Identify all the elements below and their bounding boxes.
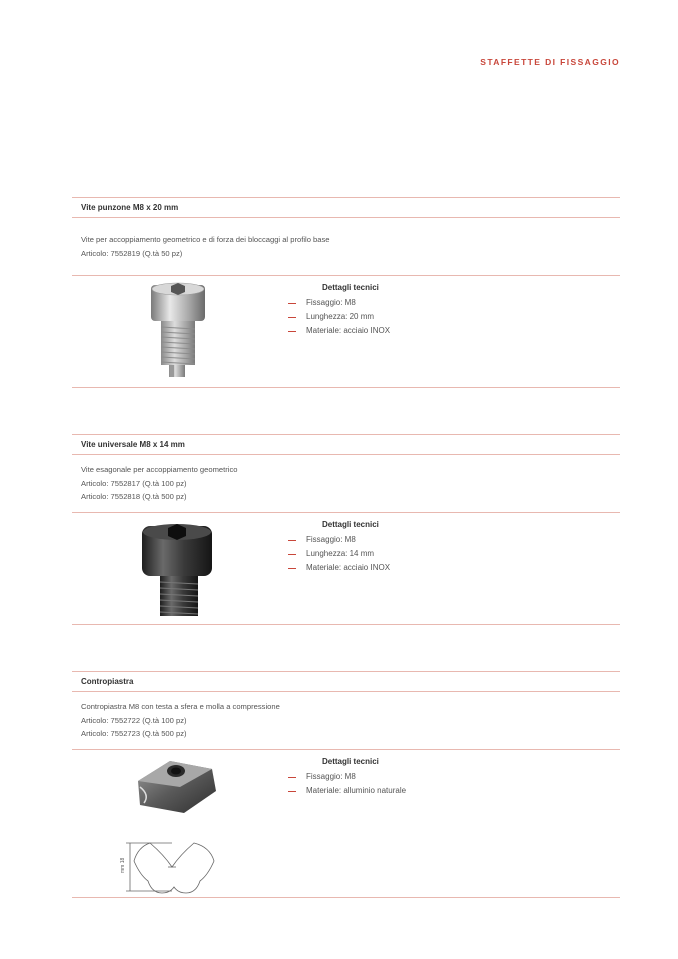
- product-description: [81, 700, 280, 741]
- product-description: [81, 463, 237, 504]
- screw-punzone-image: [147, 281, 217, 385]
- bullet-dash: [288, 554, 296, 555]
- technical-details: [288, 283, 488, 337]
- details-title: Dettagli tecnici: [322, 520, 379, 529]
- product-title: Contropiastra: [81, 677, 134, 686]
- product-section-contropiastra: [72, 671, 620, 901]
- bullet-dash: [288, 568, 296, 569]
- bullet-dash: [288, 540, 296, 541]
- description-line: Articolo: 7552817 (Q.tà 100 pz): [81, 478, 187, 488]
- divider: [72, 624, 620, 625]
- divider: [72, 691, 620, 692]
- product-section-vite-punzone: [72, 197, 620, 389]
- description-line: Vite esagonale per accoppiamento geometrico: [81, 465, 238, 474]
- divider: [72, 512, 620, 513]
- technical-details: [288, 757, 488, 798]
- divider: [72, 275, 620, 276]
- screw-universale-image: [132, 520, 222, 620]
- product-title: Vite punzone M8 x 20 mm: [81, 203, 179, 212]
- description-line: Articolo: 7552818 (Q.tà 500 pz): [81, 492, 187, 501]
- contropiastra-drawing: [112, 823, 232, 901]
- description-line: Articolo: 7552723 (Q.tà 500 pz): [81, 729, 187, 738]
- divider: [72, 434, 620, 435]
- divider: [72, 217, 620, 218]
- bullet-dash: [288, 791, 296, 792]
- detail-row: Lunghezza: 14 mm: [288, 547, 488, 561]
- bullet-dash: [288, 777, 296, 778]
- divider: [72, 387, 620, 388]
- category-header: STAFFETTE DI FISSAGGIO: [480, 57, 620, 67]
- detail-row: Materiale: acciaio INOX: [288, 561, 488, 575]
- details-title: Dettagli tecnici: [322, 283, 379, 292]
- dimension-label: mm 18: [120, 857, 126, 873]
- technical-details: [288, 520, 488, 574]
- product-section-vite-universale: [72, 434, 620, 626]
- divider: [72, 897, 620, 898]
- bullet-dash: [288, 303, 296, 304]
- detail-row: Fissaggio: M8: [288, 296, 488, 310]
- description-line: Vite per accoppiamento geometrico e di forza dei bloccaggi al profilo base: [81, 235, 330, 244]
- product-title: Vite universale M8 x 14 mm: [81, 440, 185, 449]
- description-line: Articolo: 7552722 (Q.tà 100 pz): [81, 715, 187, 725]
- product-description: [81, 233, 330, 260]
- description-line: Contropiastra M8 con testa a sfera e molla a compressione: [81, 702, 280, 711]
- detail-row: Materiale: alluminio naturale: [288, 784, 488, 798]
- divider: [72, 749, 620, 750]
- description-line: Articolo: 7552819 (Q.tà 50 pz): [81, 248, 183, 258]
- bullet-dash: [288, 331, 296, 332]
- detail-row: Fissaggio: M8: [288, 533, 488, 547]
- divider: [72, 197, 620, 198]
- detail-row: Fissaggio: M8: [288, 770, 488, 784]
- details-title: Dettagli tecnici: [322, 757, 379, 766]
- bullet-dash: [288, 317, 296, 318]
- detail-row: Materiale: acciaio INOX: [288, 324, 488, 338]
- detail-row: Lunghezza: 20 mm: [288, 310, 488, 324]
- divider: [72, 671, 620, 672]
- contropiastra-image: [130, 755, 220, 817]
- divider: [72, 454, 620, 455]
